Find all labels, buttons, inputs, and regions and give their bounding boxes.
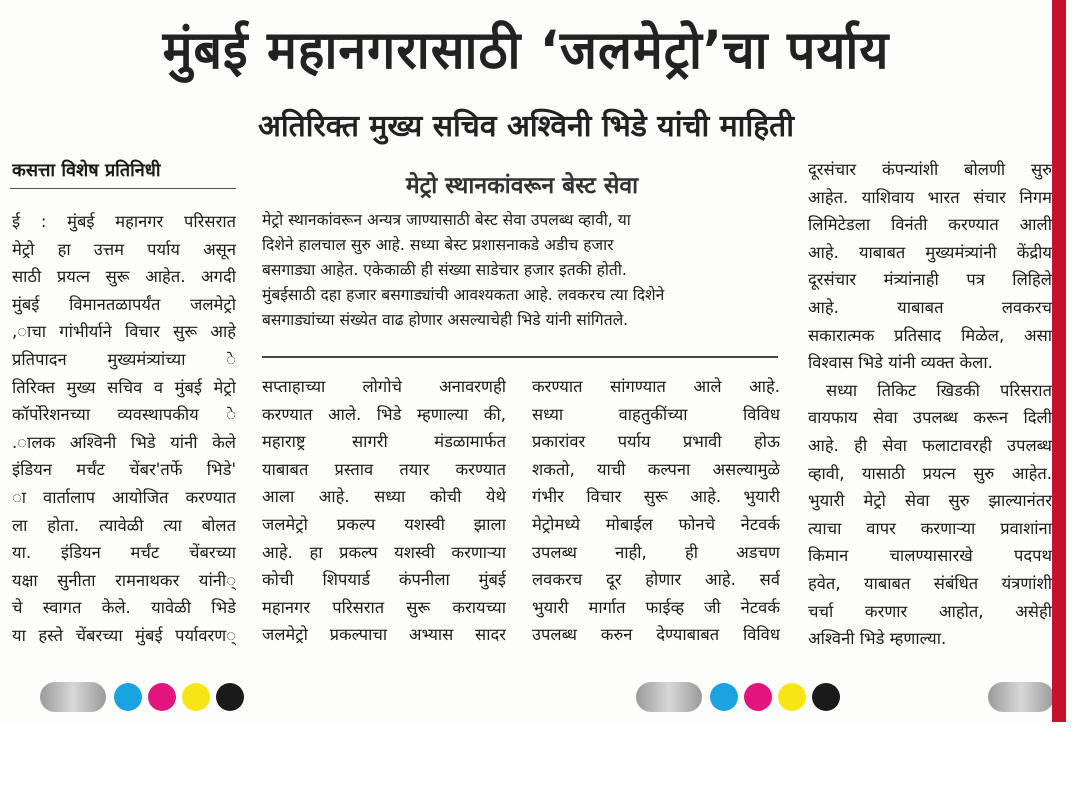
text-line: दूरसंचार कंपन्यांशी बोलणी सुरु	[808, 160, 1052, 179]
headline: मुंबई महानगरासाठी ‘जलमेट्रो’चा पर्याय	[162, 19, 890, 81]
text-line: आहेत. याशिवाय भारत संचार निगम	[808, 187, 1052, 207]
text-line: आहे. याबाबत मुख्यमंत्र्यांनी केंद्रीय	[808, 242, 1052, 262]
text-line: ्यक्षा सुनीता रामनाथकर यांनी	[12, 570, 236, 590]
cyan-dot	[710, 683, 738, 711]
registration-marks-right	[636, 682, 846, 712]
text-line: सध्या तिकिट खिडकी परिसरात	[826, 380, 1052, 400]
byline: कसत्ता विशेष प्रतिनिधी	[12, 160, 161, 181]
text-line: ्या हस्ते चेंबरच्या मुंबई पर्यावरण	[12, 625, 236, 645]
text-line: अश्विनी भिडे म्हणाल्या.	[808, 629, 947, 649]
registration-oval	[40, 682, 106, 712]
black-dot	[812, 683, 840, 711]
text-line: महानगर परिसरात सुरू करायच्या	[262, 597, 506, 617]
registration-marks-edge	[988, 682, 1052, 712]
magenta-dot	[744, 683, 772, 711]
text-line: महाराष्ट्र सागरी मंडळामार्फत	[262, 432, 506, 452]
text-line: दिशेने हालचाल सुरु आहे. सध्या बेस्ट प्रशासनाकडे अडीच हजार	[262, 236, 614, 254]
sidebar-box-text	[262, 208, 782, 333]
text-line: आहे. ही सेवा फलाटावरही उपलब्ध	[808, 435, 1052, 455]
cyan-dot	[114, 683, 142, 711]
text-line: तिरिक्त मुख्य सचिव व मुंबई मेट्रो	[12, 377, 236, 397]
text-line: भुयारी मेट्रो सेवा सुरु झाल्यानंतर	[808, 491, 1052, 511]
text-line: चर्चा करणार आहोत, असेही	[808, 601, 1052, 621]
sidebar-box-title: मेट्रो स्थानकांवरून बेस्ट सेवा	[405, 173, 639, 199]
page-edge-red-bar	[1052, 0, 1066, 722]
text-line: त्याचा वापर करणाऱ्या प्रवाशांना	[808, 518, 1052, 538]
text-line: याबाबत प्रस्ताव तयार करण्यात	[262, 459, 506, 479]
yellow-dot	[778, 683, 806, 711]
text-line: लिमिटेडला विनंती करण्यात आली	[808, 215, 1052, 235]
text-line: सध्या वाहतुकींच्या विविध	[532, 404, 780, 424]
text-line: वायफाय सेवा उपलब्ध करून दिली	[808, 408, 1052, 428]
registration-oval	[988, 682, 1052, 712]
text-line: करण्यात सांगण्यात आले आहे.	[532, 377, 780, 396]
text-line: मेट्रो स्थानकांवरून अन्यत्र जाण्यासाठी बेस्ट सेवा उपलब्ध व्हावी, या	[262, 211, 631, 229]
registration-oval	[636, 682, 702, 712]
text-line: विश्वास भिडे यांनी व्यक्त केला.	[808, 353, 993, 373]
text-line: ई : मुंबई महानगर परिसरात	[12, 212, 236, 231]
text-line: 'इंडियन मर्चंट चेंबर'तर्फे भिडे	[12, 460, 236, 480]
text-line: करण्यात आले. भिडे म्हणाल्या की,	[262, 404, 506, 424]
text-line: े प्रतिपादन मुख्यमंत्र्यांच्या	[12, 349, 236, 369]
text-line: सप्ताहाच्या लोगोचे अनावरणही	[262, 377, 506, 396]
article-column-3	[532, 373, 780, 649]
text-line: जलमेट्रो प्रकल्पाचा अभ्यास सादर	[262, 625, 506, 645]
black-dot	[216, 683, 244, 711]
text-line: ाचा गांभीर्याने विचार सुरू आहे,	[12, 322, 236, 342]
text-line: ा वार्तालाप आयोजित करण्यात	[12, 487, 236, 507]
text-line: मेट्रो हा उत्तम पर्याय असून	[12, 239, 236, 259]
text-line: व्हावी, यासाठी प्रयत्न सुरु आहेत.	[808, 463, 1052, 483]
text-line: बसगाड्यांच्या संख्येत वाढ होणार असल्याचेही भिडे यांनी सांगितले.	[262, 311, 629, 329]
text-line: किमान चालण्यासारखे पदपथ	[808, 546, 1052, 566]
article-column-1	[12, 208, 236, 650]
registration-marks-left	[40, 682, 250, 712]
text-line: आहे. हा प्रकल्प यशस्वी करणाऱ्या	[262, 542, 506, 562]
sidebar-box-divider	[262, 356, 778, 358]
text-line: जलमेट्रो प्रकल्प यशस्वी झाला	[262, 514, 506, 534]
text-line: साठी प्रयत्न सुरू आहेत. अगदी	[12, 267, 236, 287]
text-line: े कॉर्पोरेशनच्या व्यवस्थापकीय	[12, 405, 236, 425]
text-line: मुंबईसाठी दहा हजार बसगाड्यांची आवश्यकता आहे. लवकरच त्या दिशेने	[262, 286, 665, 304]
text-line: या. इंडियन मर्चंट चेंबरच्या	[12, 543, 236, 563]
text-line: गंभीर विचार सुरू आहे. भुयारी	[532, 487, 780, 507]
text-line: आला आहे. सध्या कोची येथे	[262, 487, 506, 507]
text-line: शकतो, याची कल्पना असल्यामुळे	[532, 459, 780, 479]
article-column-2	[262, 373, 506, 649]
text-line: उपलब्ध करुन देण्याबाबत विविध	[532, 625, 780, 645]
text-line: उपलब्ध नाही, ही अडचण	[532, 542, 780, 562]
text-line: मुंबई विमानतळापर्यंत जलमेट्रो	[12, 294, 236, 314]
yellow-dot	[182, 683, 210, 711]
text-line: मेट्रोमध्ये मोबाईल फोनचे नेटवर्क	[532, 514, 780, 534]
text-line: लवकरच दूर होणार आहे. सर्व	[532, 570, 780, 590]
text-line: ालक अश्विनी भिडे यांनी केले.	[12, 432, 236, 452]
text-line: ला होता. त्यावेळी त्या बोलत	[12, 515, 236, 535]
byline-divider	[10, 188, 236, 189]
subheadline: अतिरिक्त मुख्य सचिव अश्विनी भिडे यांची माहिती	[257, 109, 795, 144]
magenta-dot	[148, 683, 176, 711]
text-line: कोची शिपयार्ड कंपनीला मुंबई	[262, 570, 506, 590]
text-line: दूरसंचार मंत्र्यांनाही पत्र लिहिले	[808, 270, 1052, 290]
text-line: भुयारी मार्गात फाईव्ह जी नेटवर्क	[532, 597, 780, 617]
text-line: बसगाड्या आहेत. एकेकाळी ही संख्या साडेचार हजार इतकी होती.	[262, 261, 627, 279]
text-line: हवेत, याबाबत संबंधित यंत्रणांशी	[808, 573, 1052, 593]
text-line: प्रकारांवर पर्याय प्रभावी होऊ	[532, 432, 780, 452]
article-column-4	[808, 156, 1052, 653]
text-line: चे स्वागत केले. यावेळी भिडे	[12, 598, 236, 618]
text-line: आहे. याबाबत लवकरच	[808, 297, 1052, 317]
text-line: सकारात्मक प्रतिसाद मिळेल, असा	[808, 325, 1052, 345]
